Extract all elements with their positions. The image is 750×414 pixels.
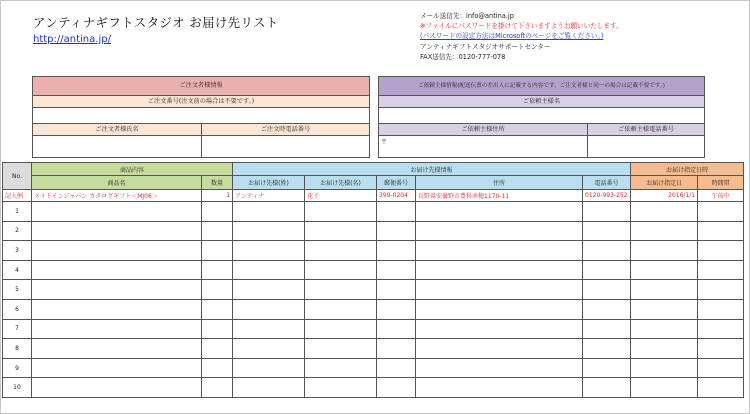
row-number: 8 [3,339,32,359]
cell-first-name[interactable] [305,202,377,222]
table-row [3,339,744,359]
cell-phone[interactable] [583,260,631,280]
col-quantity: 数量 [202,176,233,190]
support-center: アンティナギフトスタジオサポートセンター [420,42,551,51]
orderer-title: ご注文者様情報 [33,77,369,96]
cell-date[interactable] [631,358,698,378]
row-number: 2 [3,221,32,241]
orderer-phone-label: ご注文時電話番号 [260,126,311,133]
cell-qty[interactable] [202,280,233,300]
cell-last-name[interactable] [233,260,305,280]
cell-last-name[interactable] [233,358,305,378]
cell-address[interactable] [416,260,583,280]
cell-time[interactable] [698,202,744,222]
column-header-row [3,176,744,190]
col-last-name: お届け先様(姓) [233,176,305,190]
example-last-name: アンティナ [233,190,305,202]
cell-address[interactable] [416,221,583,241]
cell-product[interactable] [32,299,202,319]
example-time: 午前中 [698,190,744,202]
cell-address[interactable] [416,280,583,300]
site-link[interactable]: http://antina.jp/ [33,34,111,45]
example-qty: 1 [202,190,233,202]
table-row [3,202,744,222]
cell-postal[interactable] [377,280,416,300]
entry-rows [3,202,744,398]
cell-last-name[interactable] [233,221,305,241]
table-row [3,319,744,339]
cell-address[interactable] [416,299,583,319]
cell-time[interactable] [698,319,744,339]
orderer-number-field[interactable] [33,108,369,124]
cell-last-name[interactable] [233,319,305,339]
cell-product[interactable] [32,319,202,339]
cell-postal[interactable] [377,339,416,359]
no-header: No. [3,163,32,190]
example-postal: 399-0204 [377,190,416,202]
table-row [3,221,744,241]
requester-box [378,76,705,158]
cell-qty[interactable] [202,241,233,261]
cell-address[interactable] [416,202,583,222]
requester-title: ご依頼主様情報(配送伝票の差出人に記載する内容です。ご注文者様と同一の場合は記載不要です。) [379,77,704,96]
col-time: 時間帯 [698,176,744,190]
cell-date[interactable] [631,260,698,280]
row-number: 4 [3,260,32,280]
cell-product[interactable] [32,260,202,280]
cell-qty[interactable] [202,299,233,319]
cell-date[interactable] [631,339,698,359]
table-row [3,358,744,378]
cell-qty[interactable] [202,221,233,241]
requester-phone-label: ご依頼主様電話番号 [618,126,674,133]
cell-postal[interactable] [377,260,416,280]
mail-line: メール送信先：info@antina.jp [420,12,514,20]
cell-qty[interactable] [202,339,233,359]
cell-first-name[interactable] [305,241,377,261]
table-row [3,280,744,300]
cell-last-name[interactable] [233,280,305,300]
cell-postal[interactable] [377,358,416,378]
requester-address-label: ご依頼主様住所 [461,126,505,133]
cell-phone[interactable] [583,299,631,319]
col-first-name: お届け先様(名) [305,176,377,190]
cell-product[interactable] [32,339,202,359]
cell-first-name[interactable] [305,280,377,300]
password-help-link[interactable]: (パスワードの設定方法はMicrosoftのページをご覧ください。) [420,32,604,41]
row-number: 7 [3,319,32,339]
requester-phone-field[interactable] [588,136,704,157]
cell-postal[interactable] [377,241,416,261]
cell-product[interactable] [32,202,202,222]
product-group-header: 商品内容 [32,163,233,176]
cell-first-name[interactable] [305,260,377,280]
cell-postal[interactable] [377,319,416,339]
cell-qty[interactable] [202,358,233,378]
cell-time[interactable] [698,299,744,319]
cell-time[interactable] [698,339,744,359]
cell-address[interactable] [416,358,583,378]
postal-mark: 〒 [381,139,388,146]
cell-product[interactable] [32,241,202,261]
orderer-phone-field[interactable] [202,136,369,157]
cell-address[interactable] [416,319,583,339]
row-number: 6 [3,299,32,319]
cell-qty[interactable] [202,202,233,222]
cell-product[interactable] [32,280,202,300]
cell-product[interactable] [32,378,202,398]
cell-postal[interactable] [377,221,416,241]
col-postal: 郵便番号 [377,176,416,190]
orderer-number-label: ご注文番号(注文前の場合は不要です。) [33,96,369,108]
row-number: 1 [3,202,32,222]
cell-postal[interactable] [377,202,416,222]
cell-last-name[interactable] [233,299,305,319]
delivery-group-header: お届け先様情報 [233,163,631,176]
cell-product[interactable] [32,221,202,241]
example-address: 長野県安曇野市豊科南穂1170-11 [416,190,583,202]
cell-date[interactable] [631,280,698,300]
cell-time[interactable] [698,358,744,378]
info-block [420,11,623,62]
requester-name-field[interactable] [379,108,704,124]
example-row [3,190,744,202]
cell-date[interactable] [631,202,698,222]
example-product: メイドインジャパン カタログギフト＜MJ06＞ [32,190,202,202]
cell-phone[interactable] [583,221,631,241]
orderer-box [32,76,370,158]
example-label: 記入例 [3,190,32,202]
cell-product[interactable] [32,358,202,378]
orderer-name-field[interactable] [33,136,201,157]
cell-postal[interactable] [377,378,416,398]
table-row [3,241,744,261]
row-number: 10 [3,378,32,398]
page-title: アンティナギフトスタジオ お届け先リスト [33,15,279,30]
row-number: 3 [3,241,32,261]
col-phone: 電話番号 [583,176,631,190]
cell-date[interactable] [631,378,698,398]
col-product-name: 商品名 [32,176,202,190]
cell-first-name[interactable] [305,221,377,241]
group-header-row [3,163,744,176]
requester-address-field[interactable] [379,136,587,157]
delivery-table [2,162,744,398]
cell-qty[interactable] [202,319,233,339]
cell-first-name[interactable] [305,299,377,319]
example-date: 2016/1/1 [631,190,698,202]
fax-line: FAX送信先：0120-777-078 [420,52,506,61]
requester-name-label: ご依頼主様名 [379,96,704,108]
cell-qty[interactable] [202,378,233,398]
cell-date[interactable] [631,299,698,319]
row-number: 5 [3,280,32,300]
cell-phone[interactable] [583,202,631,222]
cell-last-name[interactable] [233,202,305,222]
table-row [3,378,744,398]
cell-phone[interactable] [583,319,631,339]
table-row [3,260,744,280]
cell-phone[interactable] [583,241,631,261]
cell-phone[interactable] [583,358,631,378]
password-warning: ※ファイルにパスワードを掛けて下さいますようお願いいたします。 [420,22,623,31]
cell-address[interactable] [416,378,583,398]
cell-first-name[interactable] [305,378,377,398]
cell-date[interactable] [631,221,698,241]
cell-address[interactable] [416,339,583,359]
cell-phone[interactable] [583,280,631,300]
cell-last-name[interactable] [233,241,305,261]
cell-first-name[interactable] [305,319,377,339]
cell-phone[interactable] [583,339,631,359]
cell-qty[interactable] [202,260,233,280]
col-address: 住所 [416,176,583,190]
table-row [3,299,744,319]
cell-time[interactable] [698,221,744,241]
cell-time[interactable] [698,280,744,300]
example-phone: 0120-993-252 [583,190,631,202]
cell-postal[interactable] [377,299,416,319]
cell-last-name[interactable] [233,339,305,359]
cell-time[interactable] [698,260,744,280]
cell-time[interactable] [698,378,744,398]
orderer-name-label: ご注文者様氏名 [95,126,139,133]
cell-time[interactable] [698,241,744,261]
cell-last-name[interactable] [233,378,305,398]
example-first-name: 花子 [305,190,377,202]
cell-date[interactable] [631,319,698,339]
date-group-header: お届け指定日時 [631,163,744,176]
cell-address[interactable] [416,241,583,261]
cell-first-name[interactable] [305,358,377,378]
col-delivery-date: お届け指定日 [631,176,698,190]
cell-first-name[interactable] [305,339,377,359]
row-number: 9 [3,358,32,378]
cell-date[interactable] [631,241,698,261]
cell-phone[interactable] [583,378,631,398]
